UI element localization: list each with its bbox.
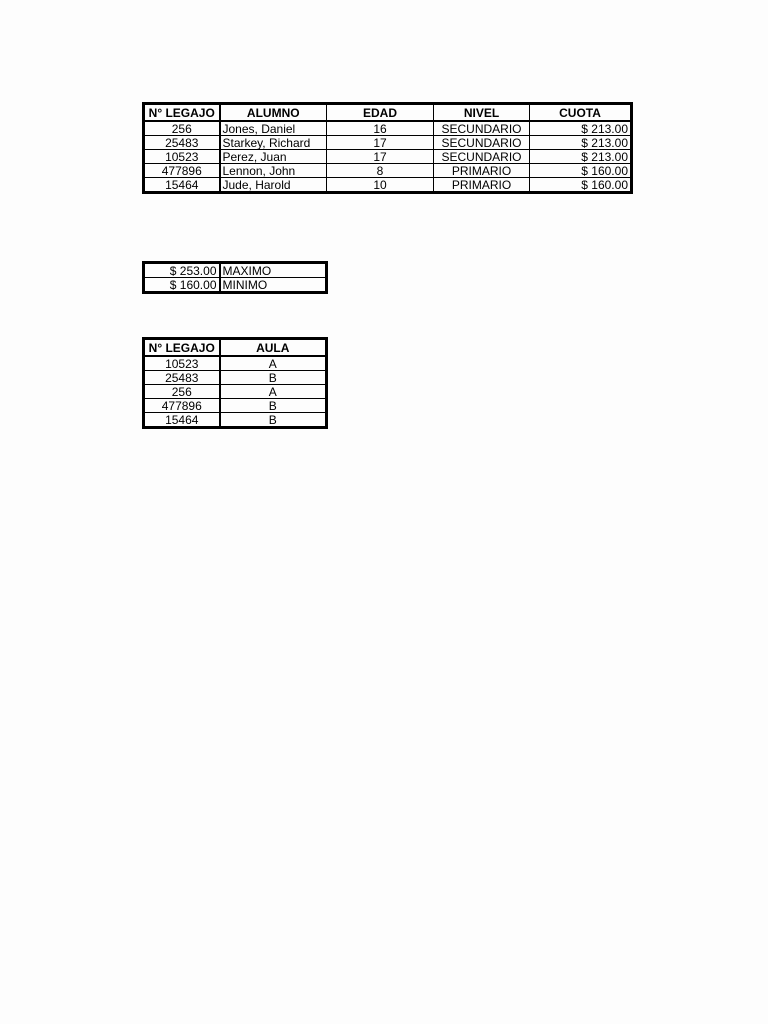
alumno-cell: Starkey, Richard (220, 136, 327, 150)
table-row (144, 164, 632, 178)
header-nivel: NIVEL (434, 104, 530, 122)
table-row (144, 399, 327, 413)
nivel-cell: PRIMARIO (434, 178, 530, 193)
minimo-value: $ 160.00 (144, 278, 220, 293)
cuota-cell: $ 160.00 (530, 178, 632, 193)
legajo-cell: 256 (144, 121, 220, 136)
table-row (144, 278, 327, 293)
cuota-cell: $ 213.00 (530, 136, 632, 150)
alumno-cell: Jude, Harold (220, 178, 327, 193)
nivel-cell: SECUNDARIO (434, 150, 530, 164)
edad-cell: 10 (327, 178, 434, 193)
nivel-cell: PRIMARIO (434, 164, 530, 178)
aula-cell: B (220, 371, 327, 385)
alumnos-header-row (144, 104, 632, 122)
table-row (144, 121, 632, 136)
legajo-cell: 15464 (144, 413, 220, 428)
header-legajo: N° LEGAJO (144, 104, 220, 122)
legajo-cell: 15464 (144, 178, 220, 193)
legajo-cell: 256 (144, 385, 220, 399)
header-edad: EDAD (327, 104, 434, 122)
aula-cell: B (220, 413, 327, 428)
aula-cell: A (220, 356, 327, 371)
legajo-cell: 10523 (144, 356, 220, 371)
aulas-table (142, 337, 328, 429)
table-row (144, 263, 327, 278)
header-legajo: N° LEGAJO (144, 339, 220, 357)
extremos-table (142, 261, 328, 294)
table-row (144, 356, 327, 371)
header-alumno: ALUMNO (220, 104, 327, 122)
nivel-cell: SECUNDARIO (434, 121, 530, 136)
cuota-cell: $ 213.00 (530, 121, 632, 136)
edad-cell: 17 (327, 136, 434, 150)
cuota-cell: $ 213.00 (530, 150, 632, 164)
minimo-label: MINIMO (220, 278, 327, 293)
table-row (144, 178, 632, 193)
table-row (144, 413, 327, 428)
table-row (144, 150, 632, 164)
nivel-cell: SECUNDARIO (434, 136, 530, 150)
edad-cell: 16 (327, 121, 434, 136)
cuota-cell: $ 160.00 (530, 164, 632, 178)
table-row (144, 371, 327, 385)
legajo-cell: 10523 (144, 150, 220, 164)
legajo-cell: 25483 (144, 136, 220, 150)
legajo-cell: 477896 (144, 399, 220, 413)
table-row (144, 136, 632, 150)
aula-cell: A (220, 385, 327, 399)
alumnos-table (142, 102, 633, 194)
alumno-cell: Lennon, John (220, 164, 327, 178)
aula-cell: B (220, 399, 327, 413)
legajo-cell: 477896 (144, 164, 220, 178)
header-cuota: CUOTA (530, 104, 632, 122)
maximo-label: MAXIMO (220, 263, 327, 278)
legajo-cell: 25483 (144, 371, 220, 385)
edad-cell: 8 (327, 164, 434, 178)
edad-cell: 17 (327, 150, 434, 164)
maximo-value: $ 253.00 (144, 263, 220, 278)
alumno-cell: Perez, Juan (220, 150, 327, 164)
table-row (144, 385, 327, 399)
aulas-header-row (144, 339, 327, 357)
header-aula: AULA (220, 339, 327, 357)
alumno-cell: Jones, Daniel (220, 121, 327, 136)
